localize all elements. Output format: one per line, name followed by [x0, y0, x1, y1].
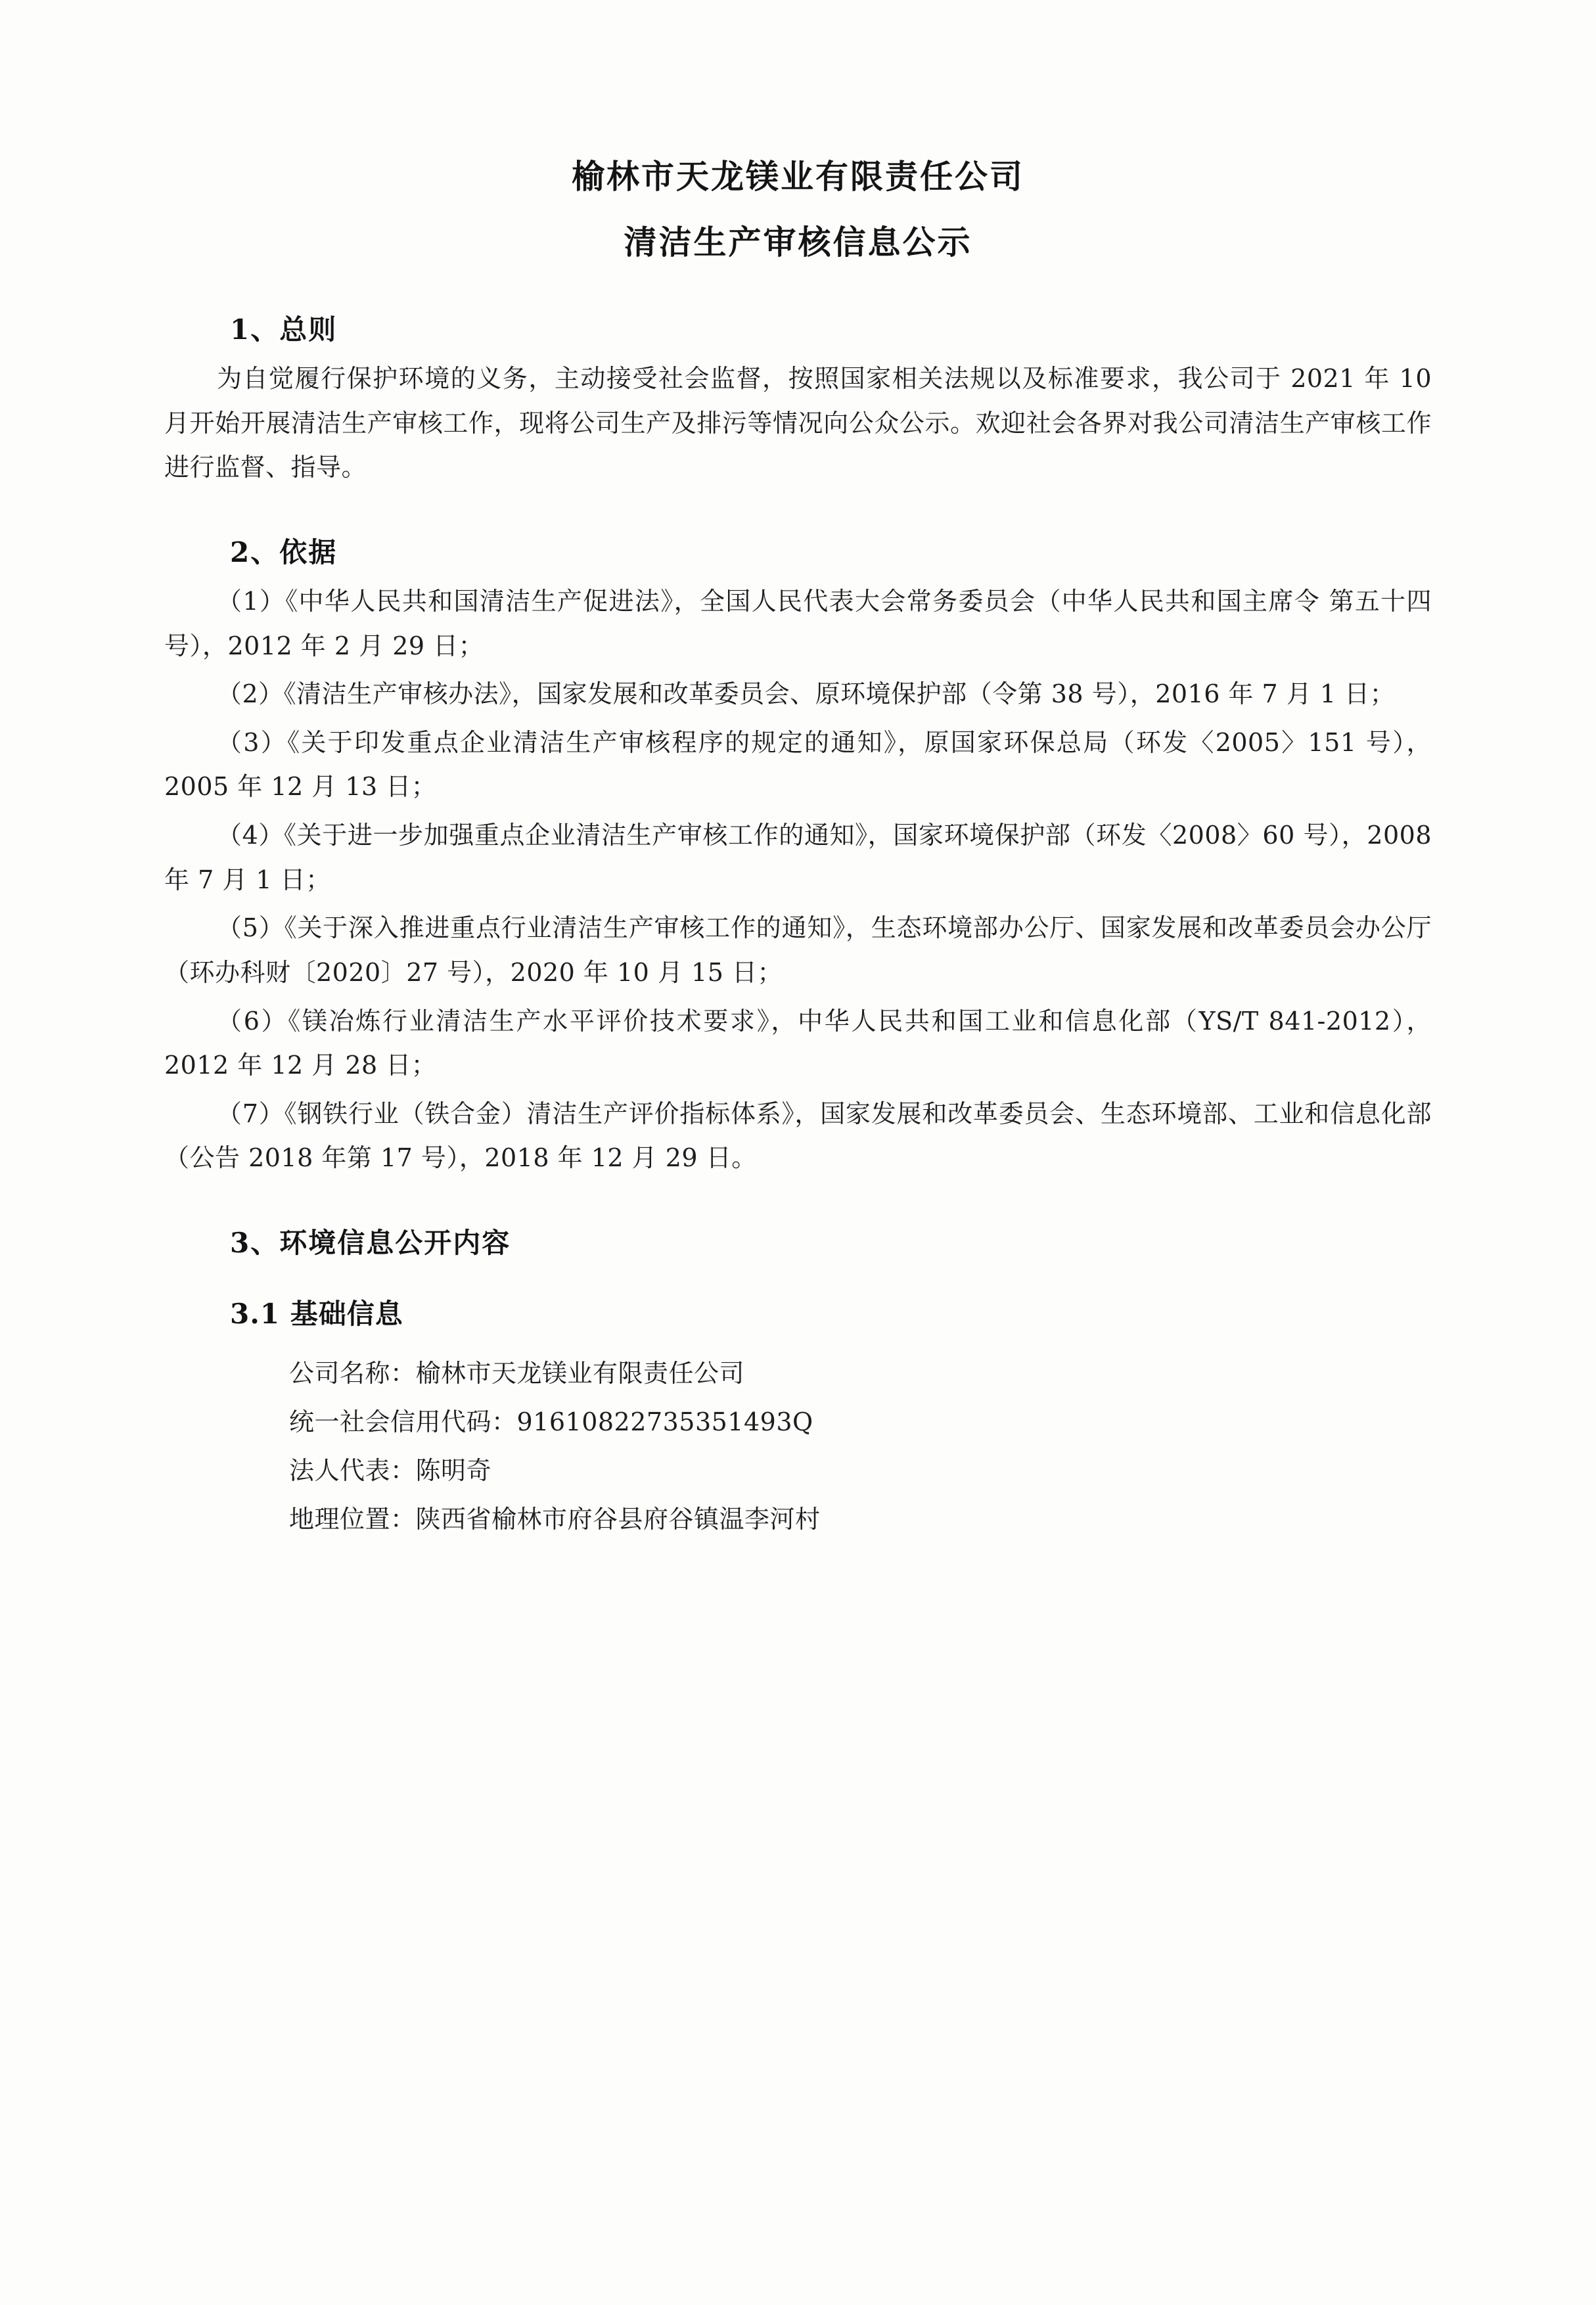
title-line-2: 清洁生产审核信息公示: [624, 222, 972, 262]
title-line-1: 榆林市天龙镁业有限责任公司: [572, 157, 1024, 196]
basic-info-list: [164, 1349, 1432, 1543]
section-heading-general-principles: 1、总则: [230, 313, 338, 346]
list-item: 地理位置：陕西省榆林市府谷县府谷镇温李河村: [289, 1505, 821, 1534]
list-item: 法人代表：陈明奇: [289, 1456, 492, 1486]
basis-clause-5: （5）《关于深入推进重点行业清洁生产审核工作的通知》，生态环境部办公厅、国家发展和改革委员会办公厅（环办科财〔2020〕27 号），2020 年 10 月 15 日；: [164, 913, 1432, 987]
subsection-heading-basic-info: 3.1 基础信息: [230, 1298, 403, 1330]
basis-clause-4: （4）《关于进一步加强重点企业清洁生产审核工作的通知》，国家环境保护部（环发〈2008〉60 号），2008 年 7 月 1 日；: [164, 821, 1432, 894]
page-title: [164, 151, 1432, 267]
basis-clause-7: （7）《钢铁行业（铁合金）清洁生产评价指标体系》，国家发展和改革委员会、生态环境部、工业和信息化部（公告 2018 年第 17 号），2018 年 12 月 29 日。: [164, 1099, 1432, 1173]
list-item: 统一社会信用代码：91610822735351493Q: [289, 1407, 813, 1437]
list-item: 公司名称：榆林市天龙镁业有限责任公司: [289, 1359, 745, 1388]
basis-clause-1: （1）《中华人民共和国清洁生产促进法》，全国人民代表大会常务委员会（中华人民共和国主席令 第五十四号），2012 年 2 月 29 日；: [164, 586, 1432, 660]
basis-clause-3: （3）《关于印发重点企业清洁生产审核程序的规定的通知》，原国家环保总局（环发〈2005〉151 号），2005 年 12 月 13 日；: [164, 727, 1432, 802]
section-heading-basis: 2、依据: [230, 536, 338, 568]
section-body-general-principles: 为自觉履行保护环境的义务，主动接受社会监督，按照国家相关法规以及标准要求，我公司于 2021 年 10 月开始开展清洁生产审核工作，现将公司生产及排污等情况向公众公示。欢迎社会各界对我公司清洁生产审核工作进行监督、指导。: [164, 364, 1432, 482]
basis-clause-6: （6）《镁冶炼行业清洁生产水平评价技术要求》，中华人民共和国工业和信息化部（YS/T 841-2012），2012 年 12 月 28 日；: [164, 1006, 1432, 1080]
section-heading-environmental-disclosure: 3、环境信息公开内容: [230, 1227, 511, 1259]
basis-clause-2: （2）《清洁生产审核办法》，国家发展和改革委员会、原环境保护部（令第 38 号），2016 年 7 月 1 日；: [217, 679, 1396, 709]
